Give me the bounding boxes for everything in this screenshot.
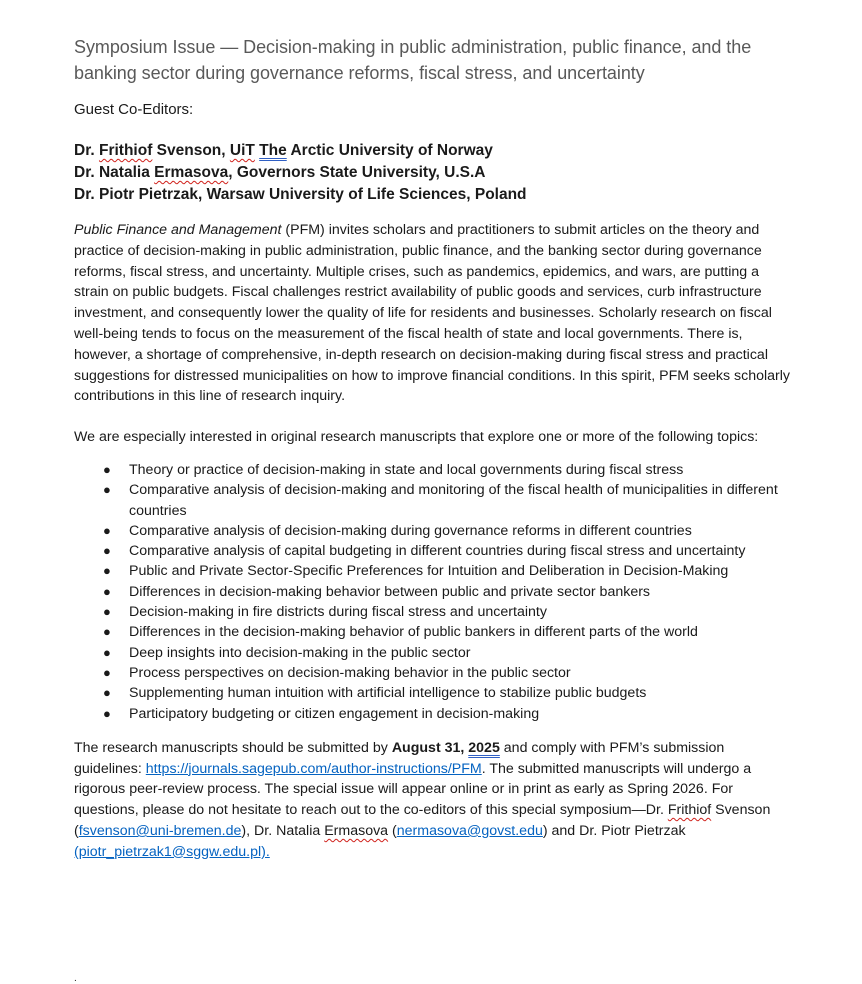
bullet-icon: ●: [103, 563, 111, 579]
topic-item: [74, 480, 794, 521]
bullet-icon: ●: [103, 482, 111, 498]
topic-item: [74, 602, 794, 622]
closing-paragraph: The research manuscripts should be submitted by August 31, 2025 and comply with PFM’s submission guidelines: https://journals.sagepub.com/author-instructions/PFM. The submitted manuscripts will undergo a rigorous peer-review process. The special issue will appear online or in print as early as Spring 2026. For questions, please do not hesitate to reach out to the co-editors of this special symposium—Dr. Frithiof Svenson (fsvenson@uni-bremen.de), Dr. Natalia Ermasova (nermasova@govst.edu) and Dr. Piotr Pietrzak (piotr_pietrzak1@sggw.edu.pl).: [74, 739, 771, 860]
spellcheck-flag: Frithiof: [667, 802, 712, 819]
spellcheck-flag: Frithiof: [98, 142, 153, 159]
topic-text: Participatory budgeting or citizen engagement in decision-making: [129, 705, 540, 722]
grammar-flag: 2025: [468, 739, 500, 756]
journal-name: Public Finance and Management: [74, 222, 282, 238]
bullet-icon: ●: [103, 705, 111, 721]
bullet-icon: ●: [103, 461, 111, 477]
grammar-flag: The: [259, 142, 287, 159]
topic-text: Comparative analysis of decision-making and monitoring of the fiscal health of municipalities in different countries: [129, 482, 778, 519]
topic-text: Deep insights into decision-making in the public sector: [129, 644, 471, 661]
topic-item: [74, 622, 794, 642]
email-link-svenson[interactable]: fsvenson@uni-bremen.de: [78, 823, 242, 840]
editor-3: Dr. Piotr Pietrzak, Warsaw University of Life Sciences, Poland: [74, 186, 527, 203]
spellcheck-flag: Ermasova: [324, 823, 389, 840]
deadline: August 31, 2025: [391, 739, 500, 756]
document-page: [74, 34, 794, 863]
topic-text: Comparative analysis of capital budgeting in different countries during fiscal stress and uncertainty: [129, 543, 746, 560]
bullet-icon: ●: [103, 685, 111, 701]
editor-1: Dr. Frithiof Svenson, UiT The Arctic University of Norway: [74, 142, 493, 159]
topic-item: [74, 541, 794, 561]
topic-text: Differences in the decision-making behavior of public bankers in different parts of the world: [129, 624, 698, 641]
topic-item: [74, 521, 794, 541]
bullet-icon: ●: [103, 522, 111, 538]
topic-text: Theory or practice of decision-making in state and local governments during fiscal stress: [129, 461, 684, 478]
topics-intro: We are especially interested in original research manuscripts that explore one or more of the following topics:: [74, 429, 759, 446]
topic-item: [74, 460, 794, 480]
bullet-icon: ●: [103, 664, 111, 680]
topic-text: Public and Private Sector-Specific Preferences for Intuition and Deliberation in Decision-Making: [129, 563, 729, 580]
topic-item: [74, 663, 794, 683]
topic-text: Decision-making in fire districts during fiscal stress and uncertainty: [129, 604, 547, 621]
editors-label: Guest Co-Editors:: [74, 101, 194, 118]
bullet-icon: ●: [103, 604, 111, 620]
topic-item: [74, 704, 794, 724]
topic-text: Supplementing human intuition with artificial intelligence to stabilize public budgets: [129, 685, 647, 702]
topic-item: [74, 683, 794, 703]
bullet-icon: ●: [103, 624, 111, 640]
spellcheck-flag: Ermasova: [154, 164, 229, 181]
topic-item: [74, 582, 794, 602]
bullet-icon: ●: [103, 644, 111, 660]
bullet-icon: ●: [103, 543, 111, 559]
editors-list: [74, 140, 794, 206]
topic-item: [74, 643, 794, 663]
page-title: Symposium Issue — Decision-making in public administration, public finance, and the banking sector during governance reforms, fiscal stress, and uncertainty: [74, 37, 752, 83]
topic-text: Comparative analysis of decision-making during governance reforms in different countries: [129, 522, 692, 539]
stray-mark: .: [74, 973, 77, 984]
intro-paragraph: Public Finance and Management (PFM) invites scholars and practitioners to submit articles on the theory and practice of decision-making in public administration, public finance, and the banking sector during governance reforms, fiscal stress, and uncertainty. Multiple crises, such as pandemics, epidemics, and wars, are putting a strain on public budgets. Fiscal challenges restrict availability of public goods and services, curb infrastructure investment, and consequently lower the quality of life for residents and businesses. Scholarly research on fiscal well-being tends to focus on the measurement of the fiscal health of state and local governments. There is, however, a shortage of comprehensive, in-depth research on decision-making during fiscal stress and practical suggestions for distressed municipalities on how to improve financial conditions. In this spirit, PFM seeks scholarly contributions in this line of research inquiry.: [74, 222, 790, 405]
topic-text: Process perspectives on decision-making behavior in the public sector: [129, 664, 571, 681]
guidelines-link[interactable]: https://journals.sagepub.com/author-instructions/PFM: [145, 760, 482, 777]
topics-list: [74, 460, 794, 724]
topic-item: [74, 561, 794, 581]
topic-text: Differences in decision-making behavior between public and private sector bankers: [129, 583, 651, 600]
email-link-ermasova[interactable]: nermasova@govst.edu: [396, 823, 543, 840]
bullet-icon: ●: [103, 583, 111, 599]
spellcheck-flag: UiT: [229, 142, 255, 159]
email-link-pietrzak[interactable]: (piotr_pietrzak1@sggw.edu.pl).: [74, 843, 270, 860]
editor-2: Dr. Natalia Ermasova, Governors State University, U.S.A: [74, 164, 486, 181]
